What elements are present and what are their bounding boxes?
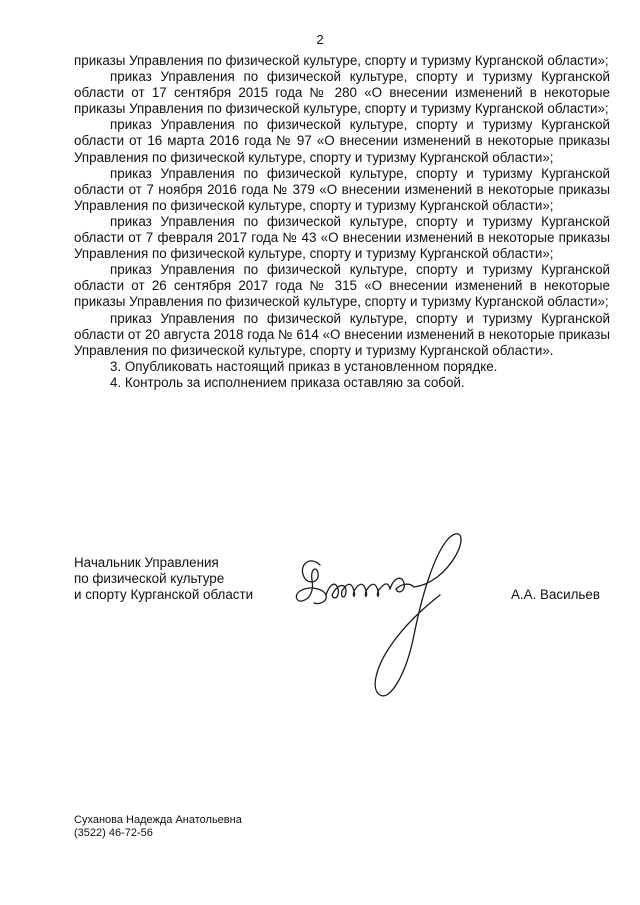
page-number: 2: [316, 32, 324, 47]
signer-name: А.А. Васильев: [511, 587, 600, 602]
order-item: приказ Управления по физической культуре, спорту и туризму Курганской области от 16 марта 2016 года № 97 «О внесении изменений в некоторые приказы Управления по физической культуре, спорту и туризму Курганской области»;: [74, 117, 610, 165]
signer-position-line: Начальник Управления: [74, 555, 219, 570]
clause-3: 3. Опубликовать настоящий приказ в установленном порядке.: [110, 358, 498, 374]
signer-position-line: по физической культуре: [74, 571, 225, 587]
order-item: приказ Управления по физической культуре, спорту и туризму Курганской области от 17 сентября 2015 года № 280 «О внесении изменений в некоторые приказы Управления по физической культуре, спорту и туризму Курганской области»;: [74, 69, 610, 117]
clause-4: 4. Контроль за исполнением приказа оставляю за собой.: [110, 374, 465, 390]
order-item: приказ Управления по физической культуре, спорту и туризму Курганской области от 7 ноября 2016 года № 379 «О внесении изменений в некоторые приказы Управления по физической культуре, спорту и туризму Курганской области»;: [74, 165, 610, 213]
order-item: приказ Управления по физической культуре, спорту и туризму Курганской области от 26 сентября 2017 года № 315 «О внесении изменений в некоторые приказы Управления по физической культуре, спорту и туризму Курганской области»;: [74, 262, 610, 310]
signer-position: [74, 555, 253, 604]
performer-name: Суханова Надежда Анатольевна: [74, 814, 242, 826]
order-item: приказ Управления по физической культуре, спорту и туризму Курганской области от 7 февраля 2017 года № 43 «О внесении изменений в некоторые приказы Управления по физической культуре, спорту и туризму Курганской области»;: [74, 213, 610, 262]
performer-info: [74, 814, 242, 840]
order-item: приказ Управления по физической культуре, спорту и туризму Курганской области от 20 августа 2018 года № 614 «О внесении изменений в некоторые приказы Управления по физической культуре, спорту и туризму Курганской области».: [74, 310, 610, 358]
signer-position-line: и спорту Курганской области: [74, 587, 254, 603]
lead-paragraph: приказы Управления по физической культуре, спорту и туризму Курганской области»;: [74, 53, 609, 68]
performer-phone: (3522) 46-72-56: [74, 827, 153, 839]
handwritten-signature: [290, 525, 490, 705]
document-body: [74, 53, 610, 391]
